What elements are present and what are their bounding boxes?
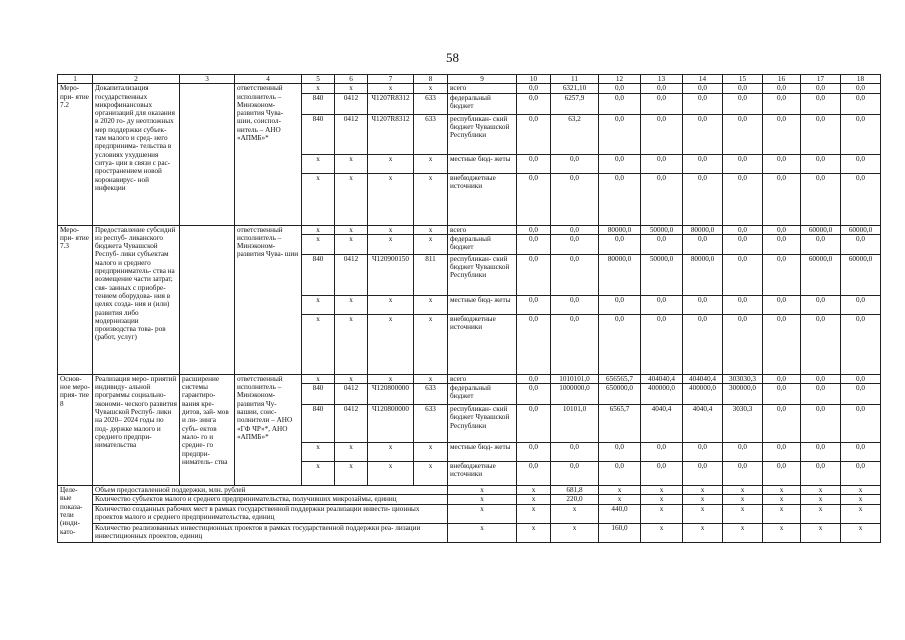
- funding-source: внебюджетные источники: [448, 173, 517, 225]
- amount-cell: 0,0: [723, 225, 763, 234]
- indicator-value: x: [841, 486, 881, 495]
- budget-code: x: [302, 234, 335, 254]
- amount-cell: 0,0: [763, 384, 801, 405]
- budget-code: x: [368, 173, 414, 225]
- budget-code: x: [414, 295, 448, 314]
- budget-code: x: [302, 154, 335, 173]
- amount-cell: 60000,0: [801, 225, 841, 234]
- amount-cell: 0,0: [517, 462, 551, 486]
- amount-cell: 1010101,0: [551, 374, 599, 383]
- budget-code: x: [414, 443, 448, 462]
- budget-code: x: [414, 462, 448, 486]
- indicator-value: x: [723, 504, 763, 523]
- indicator-value: x: [841, 523, 881, 542]
- amount-cell: 0,0: [801, 295, 841, 314]
- amount-cell: 0,0: [841, 374, 881, 383]
- column-number: 12: [599, 75, 641, 84]
- funding-source: федеральный бюджет: [448, 234, 517, 254]
- indicator-value: x: [599, 495, 641, 504]
- amount-cell: 0,0: [841, 314, 881, 374]
- amount-cell: 0,0: [599, 154, 641, 173]
- budget-code: 840: [302, 93, 335, 114]
- amount-cell: 0,0: [517, 405, 551, 443]
- amount-cell: 0,0: [763, 295, 801, 314]
- amount-cell: 60000,0: [841, 254, 881, 295]
- amount-cell: 300000,0: [723, 384, 763, 405]
- budget-code: 0412: [335, 254, 368, 295]
- amount-cell: 0,0: [641, 93, 683, 114]
- column-number: 8: [414, 75, 448, 84]
- amount-cell: 0,0: [763, 84, 801, 93]
- amount-cell: 0,0: [841, 173, 881, 225]
- indicator-value: 160,0: [599, 523, 641, 542]
- amount-cell: 0,0: [801, 173, 841, 225]
- indicator-row: [58, 523, 881, 542]
- indicator-text: Количество субъектов малого и среднего предпринимательства, получивших микрозаймы, единиц: [93, 495, 448, 504]
- amount-cell: 0,0: [551, 234, 599, 254]
- budget-code: x: [368, 225, 414, 234]
- amount-cell: 0,0: [841, 405, 881, 443]
- budget-code: x: [302, 295, 335, 314]
- budget-code: x: [414, 154, 448, 173]
- amount-cell: 0,0: [801, 93, 841, 114]
- indicator-value: x: [723, 523, 763, 542]
- amount-cell: 0,0: [723, 173, 763, 225]
- funding-source: федеральный бюджет: [448, 93, 517, 114]
- column-number: 6: [335, 75, 368, 84]
- amount-cell: 0,0: [763, 314, 801, 374]
- budget-code: 633: [414, 405, 448, 443]
- amount-cell: 0,0: [683, 234, 723, 254]
- amount-cell: 80000,0: [683, 225, 723, 234]
- amount-cell: 0,0: [763, 114, 801, 154]
- indicator-value: x: [641, 504, 683, 523]
- page-number: 58: [446, 50, 459, 65]
- amount-cell: 0,0: [683, 173, 723, 225]
- indicator-value: x: [801, 523, 841, 542]
- amount-cell: 60000,0: [841, 225, 881, 234]
- amount-cell: 60000,0: [801, 254, 841, 295]
- amount-cell: 0,0: [641, 314, 683, 374]
- amount-cell: 0,0: [683, 462, 723, 486]
- funding-source: республикан- ский бюджет Чувашской Республики: [448, 254, 517, 295]
- event-task: [180, 84, 235, 225]
- budget-code: 840: [302, 254, 335, 295]
- budget-code: 633: [414, 114, 448, 154]
- amount-cell: 80000,0: [683, 254, 723, 295]
- amount-cell: 0,0: [641, 443, 683, 462]
- budget-code: x: [368, 374, 414, 383]
- funding-source: внебюджетные источники: [448, 462, 517, 486]
- amount-cell: 0,0: [723, 254, 763, 295]
- funding-source: местные бюд- жеты: [448, 295, 517, 314]
- amount-cell: 0,0: [723, 84, 763, 93]
- indicator-value: x: [448, 486, 517, 495]
- table-row: [58, 225, 881, 234]
- indicator-value: x: [448, 523, 517, 542]
- event-name: Докапитализация государственных микрофинансовых организаций для оказания в 2020 го- ду неотложных мер поддержки субъек- там малого и сред- него предпринима- тельства в условиях ухудшения ситуа- ции в связи с рас- пространением новой коронавирус- ной инфекции: [93, 84, 180, 225]
- budget-code: 0412: [335, 93, 368, 114]
- amount-cell: 0,0: [517, 314, 551, 374]
- budget-code: 0412: [335, 114, 368, 154]
- budget-code: x: [335, 443, 368, 462]
- indicators-label: Целе- вые показа- тели (инди- като-: [58, 486, 93, 543]
- amount-cell: 0,0: [517, 225, 551, 234]
- amount-cell: 0,0: [801, 374, 841, 383]
- budget-code: x: [368, 84, 414, 93]
- amount-cell: 0,0: [551, 254, 599, 295]
- event-task: [180, 225, 235, 374]
- amount-cell: 0,0: [641, 462, 683, 486]
- amount-cell: 0,0: [841, 443, 881, 462]
- amount-cell: 0,0: [599, 462, 641, 486]
- table-row: [58, 84, 881, 93]
- amount-cell: 0,0: [551, 462, 599, 486]
- amount-cell: 404040,4: [641, 374, 683, 383]
- indicator-value: x: [763, 504, 801, 523]
- amount-cell: 0,0: [517, 443, 551, 462]
- budget-code: x: [414, 173, 448, 225]
- budget-code: x: [414, 314, 448, 374]
- budget-code: 811: [414, 254, 448, 295]
- amount-cell: 0,0: [599, 173, 641, 225]
- amount-cell: 0,0: [683, 154, 723, 173]
- budget-code: x: [414, 234, 448, 254]
- funding-source: внебюджетные источники: [448, 314, 517, 374]
- amount-cell: 0,0: [641, 173, 683, 225]
- amount-cell: 0,0: [763, 443, 801, 462]
- event-name: Реализация меро- приятий индивиду- альной программы социально-экономи- ческого развития Чувашской Респуб- лики на 2020– 2024 годы по под- держке малого и среднего предпри- нимательства: [93, 374, 180, 485]
- funding-source: всего: [448, 374, 517, 383]
- amount-cell: 0,0: [801, 405, 841, 443]
- event-executor: ответственный исполнитель – Минэконом- развития Чува- шии, соиспол- нитель – АНО «АПМБ»*: [235, 84, 302, 225]
- budget-code: Ч120900150: [368, 254, 414, 295]
- funding-source: республикан- ский бюджет Чувашской Республики: [448, 405, 517, 443]
- amount-cell: 0,0: [723, 462, 763, 486]
- amount-cell: 0,0: [551, 173, 599, 225]
- budget-code: x: [368, 295, 414, 314]
- column-number: 4: [235, 75, 302, 84]
- amount-cell: 0,0: [641, 295, 683, 314]
- amount-cell: 0,0: [683, 443, 723, 462]
- amount-cell: 0,0: [599, 314, 641, 374]
- budget-code: x: [335, 173, 368, 225]
- indicator-value: x: [641, 486, 683, 495]
- indicator-value: x: [763, 523, 801, 542]
- table-row: [58, 374, 881, 383]
- amount-cell: 0,0: [599, 114, 641, 154]
- column-number: 16: [763, 75, 801, 84]
- indicator-value: x: [763, 486, 801, 495]
- indicator-value: x: [801, 486, 841, 495]
- column-number: 3: [180, 75, 235, 84]
- amount-cell: 0,0: [801, 234, 841, 254]
- column-number: 13: [641, 75, 683, 84]
- budget-code: Ч1207R8312: [368, 93, 414, 114]
- budget-code: 840: [302, 114, 335, 154]
- amount-cell: 0,0: [801, 84, 841, 93]
- budget-table: [57, 74, 881, 543]
- amount-cell: 400000,0: [641, 384, 683, 405]
- budget-code: x: [302, 443, 335, 462]
- amount-cell: 0,0: [517, 114, 551, 154]
- amount-cell: 0,0: [517, 234, 551, 254]
- amount-cell: 0,0: [763, 234, 801, 254]
- indicator-row: [58, 504, 881, 523]
- indicator-value: x: [599, 486, 641, 495]
- amount-cell: 0,0: [763, 173, 801, 225]
- event-code: Меро- при- ятие 7.3: [58, 225, 93, 374]
- amount-cell: 0,0: [841, 384, 881, 405]
- budget-code: x: [368, 234, 414, 254]
- amount-cell: 0,0: [841, 84, 881, 93]
- amount-cell: 4040,4: [683, 405, 723, 443]
- budget-code: x: [335, 84, 368, 93]
- indicator-row: [58, 495, 881, 504]
- indicator-text: Количество созданных рабочих мест в рамках государственной поддержки реализации инвести- ционных проектов малого и среднего предпринимательства, единиц: [93, 504, 448, 523]
- amount-cell: 0,0: [683, 114, 723, 154]
- column-number: 1: [58, 75, 93, 84]
- amount-cell: 0,0: [841, 93, 881, 114]
- funding-source: местные бюд- жеты: [448, 443, 517, 462]
- amount-cell: 0,0: [723, 154, 763, 173]
- amount-cell: 0,0: [683, 84, 723, 93]
- amount-cell: 0,0: [517, 254, 551, 295]
- column-number: 5: [302, 75, 335, 84]
- column-number: 9: [448, 75, 517, 84]
- indicator-value: 681,8: [551, 486, 599, 495]
- budget-code: x: [414, 225, 448, 234]
- amount-cell: 0,0: [551, 154, 599, 173]
- indicator-value: x: [801, 504, 841, 523]
- indicator-value: 220,0: [551, 495, 599, 504]
- budget-code: x: [302, 225, 335, 234]
- budget-code: x: [302, 173, 335, 225]
- amount-cell: 10101,0: [551, 405, 599, 443]
- funding-source: федеральный бюджет: [448, 384, 517, 405]
- budget-code: x: [335, 462, 368, 486]
- amount-cell: 0,0: [551, 314, 599, 374]
- amount-cell: 0,0: [723, 93, 763, 114]
- amount-cell: 0,0: [723, 295, 763, 314]
- indicator-value: x: [517, 523, 551, 542]
- budget-code: Ч1207R8312: [368, 114, 414, 154]
- amount-cell: 0,0: [801, 443, 841, 462]
- event-executor: ответственный исполнитель – Минэконом- развития Чува- шии: [235, 225, 302, 374]
- budget-code: 633: [414, 93, 448, 114]
- indicator-value: x: [683, 504, 723, 523]
- indicator-value: x: [448, 495, 517, 504]
- amount-cell: 0,0: [763, 154, 801, 173]
- budget-code: x: [368, 314, 414, 374]
- amount-cell: 650000,0: [599, 384, 641, 405]
- column-number: 10: [517, 75, 551, 84]
- amount-cell: 0,0: [599, 295, 641, 314]
- amount-cell: 0,0: [841, 234, 881, 254]
- amount-cell: 0,0: [763, 225, 801, 234]
- amount-cell: 50000,0: [641, 254, 683, 295]
- indicator-value: x: [723, 486, 763, 495]
- budget-code: x: [368, 462, 414, 486]
- indicator-value: x: [448, 504, 517, 523]
- budget-code: x: [335, 295, 368, 314]
- funding-source: республикан- ский бюджет Чувашской Республики: [448, 114, 517, 154]
- funding-source: местные бюд- жеты: [448, 154, 517, 173]
- amount-cell: 6565,7: [599, 405, 641, 443]
- amount-cell: 0,0: [801, 114, 841, 154]
- amount-cell: 4040,4: [641, 405, 683, 443]
- budget-code: x: [368, 154, 414, 173]
- budget-code: 840: [302, 384, 335, 405]
- amount-cell: 0,0: [841, 295, 881, 314]
- budget-code: x: [368, 443, 414, 462]
- amount-cell: 0,0: [517, 295, 551, 314]
- amount-cell: 0,0: [841, 462, 881, 486]
- amount-cell: 6321,10: [551, 84, 599, 93]
- amount-cell: 1000000,0: [551, 384, 599, 405]
- amount-cell: 0,0: [683, 93, 723, 114]
- amount-cell: 0,0: [517, 154, 551, 173]
- amount-cell: 303030,3: [723, 374, 763, 383]
- amount-cell: 0,0: [599, 234, 641, 254]
- budget-code: x: [302, 314, 335, 374]
- amount-cell: 0,0: [551, 443, 599, 462]
- indicator-value: x: [841, 504, 881, 523]
- indicator-value: 440,0: [599, 504, 641, 523]
- budget-code: x: [335, 154, 368, 173]
- amount-cell: 656565,7: [599, 374, 641, 383]
- indicator-text: Объем предоставленной поддержки, млн. рублей: [93, 486, 448, 495]
- funding-source: всего: [448, 225, 517, 234]
- amount-cell: 0,0: [841, 114, 881, 154]
- amount-cell: 0,0: [723, 114, 763, 154]
- amount-cell: 80000,0: [599, 254, 641, 295]
- amount-cell: 0,0: [517, 384, 551, 405]
- budget-code: x: [414, 84, 448, 93]
- amount-cell: 0,0: [517, 374, 551, 383]
- budget-code: x: [302, 462, 335, 486]
- event-executor: ответственный исполнитель – Минэконом- развития Чу- вашии, соис- полнители – АНО «ГФ ЧР»*, АНО «АПМБ»*: [235, 374, 302, 485]
- event-task: расширение системы гарантиро- вания кре- дитов, зай- мов и ли- зинга субъ- ектов мало- го и средне- го предпри- ниматель- ства: [180, 374, 235, 485]
- indicator-value: x: [683, 495, 723, 504]
- amount-cell: 50000,0: [641, 225, 683, 234]
- budget-code: 840: [302, 405, 335, 443]
- indicator-value: x: [517, 495, 551, 504]
- amount-cell: 0,0: [641, 84, 683, 93]
- indicator-value: x: [801, 495, 841, 504]
- column-number: 18: [841, 75, 881, 84]
- budget-code: x: [302, 374, 335, 383]
- indicator-value: x: [517, 504, 551, 523]
- amount-cell: 63,2: [551, 114, 599, 154]
- amount-cell: 0,0: [763, 405, 801, 443]
- event-code: Меро- при- ятие 7.2: [58, 84, 93, 225]
- budget-code: x: [302, 84, 335, 93]
- amount-cell: 6257,9: [551, 93, 599, 114]
- amount-cell: 0,0: [599, 84, 641, 93]
- amount-cell: 0,0: [683, 314, 723, 374]
- amount-cell: 0,0: [551, 295, 599, 314]
- amount-cell: 0,0: [599, 443, 641, 462]
- amount-cell: 404040,4: [683, 374, 723, 383]
- amount-cell: 0,0: [763, 462, 801, 486]
- budget-code: x: [335, 234, 368, 254]
- indicator-value: x: [683, 523, 723, 542]
- indicator-text: Количество реализованных инвестиционных проектов в рамках государственной поддержки реа- лизации инвестиционных проектов, единиц: [93, 523, 448, 542]
- indicator-value: x: [841, 495, 881, 504]
- column-number: 17: [801, 75, 841, 84]
- amount-cell: 0,0: [517, 84, 551, 93]
- indicator-value: x: [763, 495, 801, 504]
- amount-cell: 0,0: [763, 374, 801, 383]
- amount-cell: 0,0: [801, 384, 841, 405]
- amount-cell: 3030,3: [723, 405, 763, 443]
- amount-cell: 0,0: [599, 93, 641, 114]
- budget-code: x: [335, 374, 368, 383]
- column-number: 14: [683, 75, 723, 84]
- indicator-value: x: [641, 495, 683, 504]
- column-number: 11: [551, 75, 599, 84]
- amount-cell: 0,0: [801, 462, 841, 486]
- budget-code: x: [414, 374, 448, 383]
- amount-cell: 0,0: [551, 225, 599, 234]
- amount-cell: 0,0: [641, 234, 683, 254]
- budget-code: x: [335, 225, 368, 234]
- event-code: Основ- ное меро- прия- тие 8: [58, 374, 93, 485]
- amount-cell: 0,0: [723, 234, 763, 254]
- amount-cell: 80000,0: [599, 225, 641, 234]
- amount-cell: 0,0: [723, 314, 763, 374]
- indicator-value: x: [683, 486, 723, 495]
- amount-cell: 0,0: [517, 173, 551, 225]
- column-number: 7: [368, 75, 414, 84]
- event-name: Предоставление субсидий из респуб- ликанского бюджета Чувашской Респуб- лики субъектам малого и среднего предприниматель- ства на возмещение части затрат, свя- занных с приобре- тением оборудова- ния в целях созда- ния и (или) развития либо модернизации производства това- ров (работ, услуг): [93, 225, 180, 374]
- amount-cell: 0,0: [801, 314, 841, 374]
- budget-code: 633: [414, 384, 448, 405]
- amount-cell: 0,0: [723, 443, 763, 462]
- budget-code: x: [335, 314, 368, 374]
- indicator-value: x: [641, 523, 683, 542]
- amount-cell: 0,0: [763, 93, 801, 114]
- indicator-value: x: [517, 486, 551, 495]
- amount-cell: 0,0: [683, 295, 723, 314]
- amount-cell: 400000,0: [683, 384, 723, 405]
- amount-cell: 0,0: [641, 154, 683, 173]
- budget-code: 0412: [335, 405, 368, 443]
- indicator-value: x: [551, 504, 599, 523]
- budget-code: Ч120800000: [368, 405, 414, 443]
- funding-source: всего: [448, 84, 517, 93]
- amount-cell: 0,0: [763, 254, 801, 295]
- amount-cell: 0,0: [641, 114, 683, 154]
- column-number: 15: [723, 75, 763, 84]
- column-number: 2: [93, 75, 180, 84]
- amount-cell: 0,0: [841, 154, 881, 173]
- header-row: [58, 75, 881, 84]
- indicator-value: x: [723, 495, 763, 504]
- indicator-value: x: [551, 523, 599, 542]
- amount-cell: 0,0: [517, 93, 551, 114]
- budget-code: 0412: [335, 384, 368, 405]
- indicator-row: [58, 486, 881, 495]
- budget-code: Ч120800000: [368, 384, 414, 405]
- amount-cell: 0,0: [801, 154, 841, 173]
